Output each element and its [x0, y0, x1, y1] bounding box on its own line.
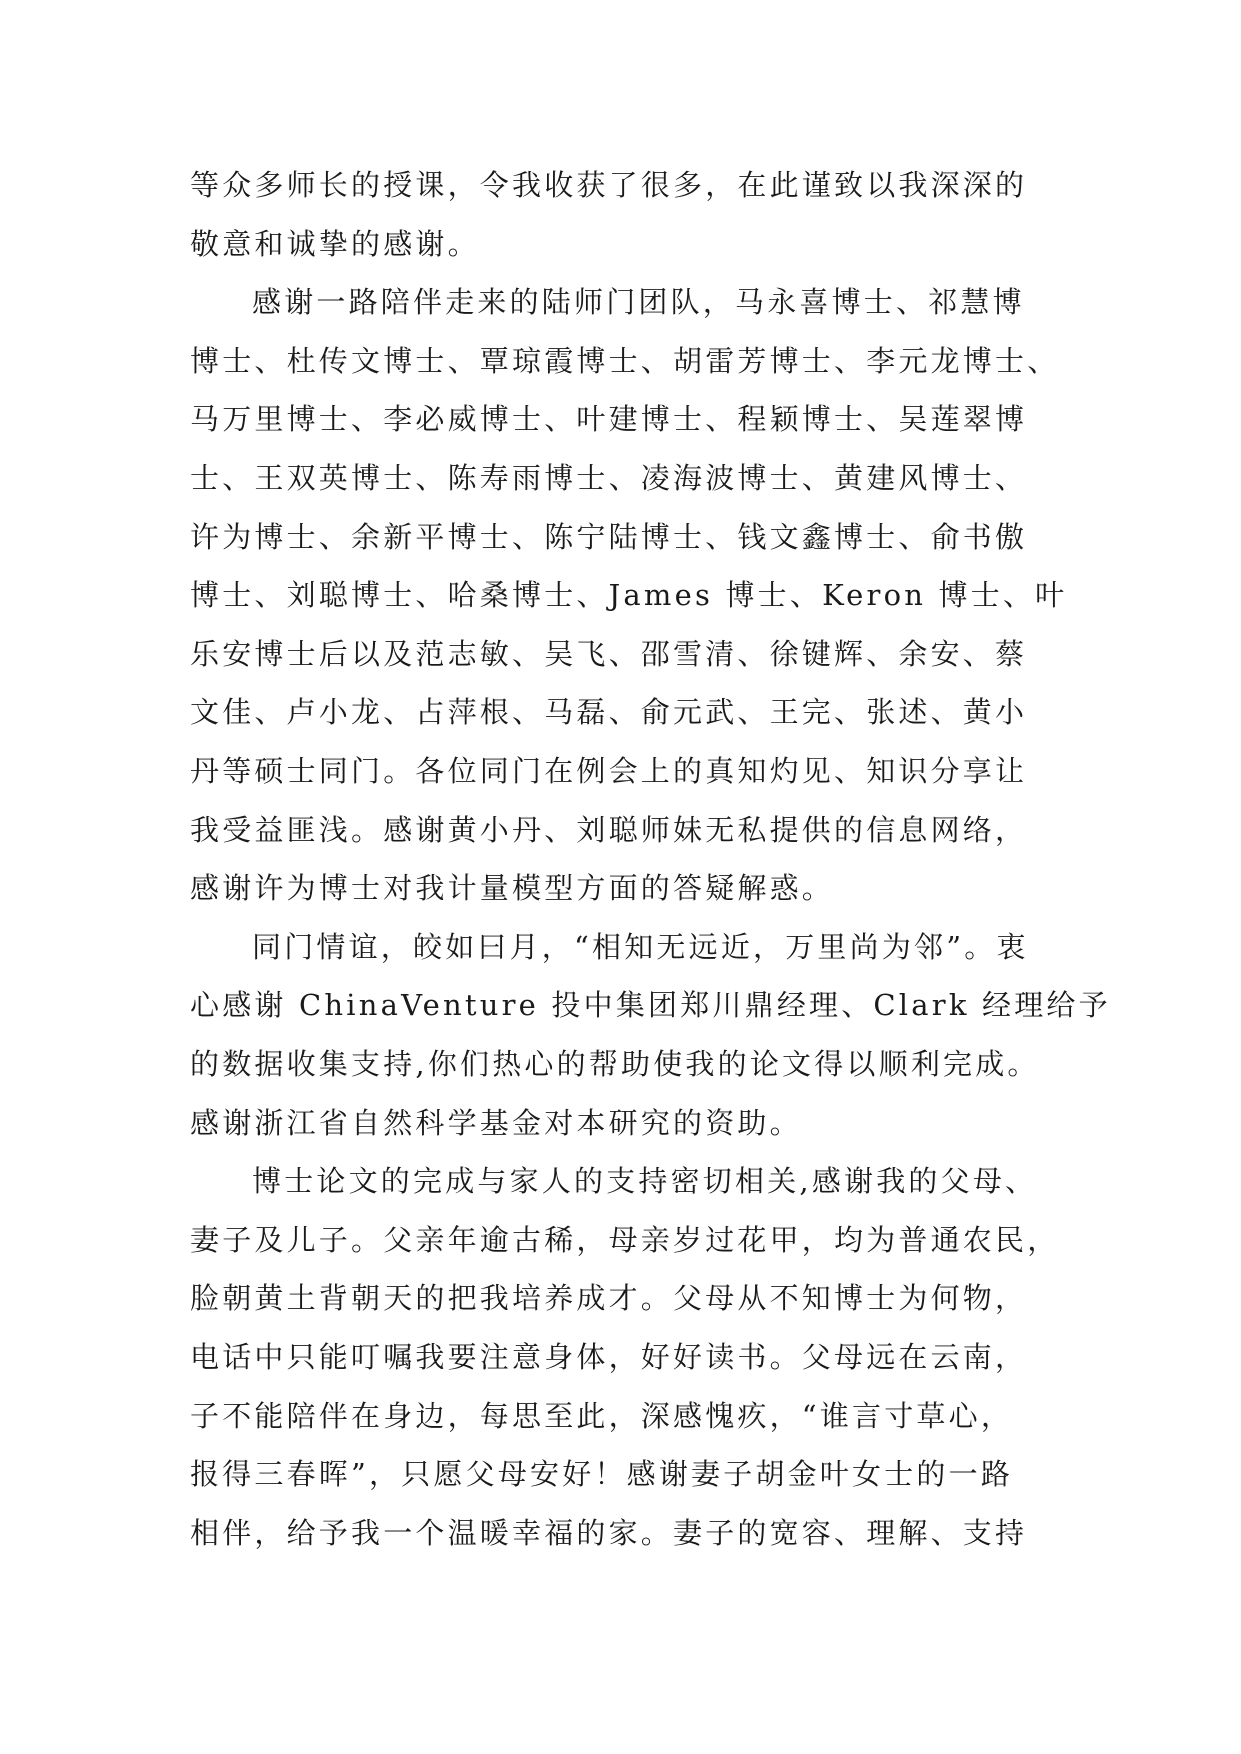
text-line: 敬意和诚挚的感谢。 [190, 227, 480, 261]
text-line: 博士论文的完成与家人的支持密切相关,感谢我的父母、 [252, 1164, 1038, 1198]
text-line: 报得三春晖”，只愿父母安好！感谢妻子胡金叶女士的一路 [190, 1457, 1014, 1491]
text-line: 许为博士、余新平博士、陈宁陆博士、钱文鑫博士、俞书傲 [190, 520, 1028, 554]
text-line: 文佳、卢小龙、占萍根、马磊、俞元武、王完、张述、黄小 [190, 695, 1028, 729]
text-line: 士、王双英博士、陈寿雨博士、凌海波博士、黄建风博士、 [190, 461, 1028, 495]
text-line: 同门情谊，皎如曰月，“相知无远近，万里尚为邻”。衷 [252, 930, 1029, 964]
text-line: 感谢许为博士对我计量模型方面的答疑解惑。 [190, 871, 835, 905]
text-line: 乐安博士后以及范志敏、吴飞、邵雪清、徐键辉、余安、蔡 [190, 637, 1028, 671]
text-line: 我受益匪浅。感谢黄小丹、刘聪师妹无私提供的信息网络， [190, 813, 1028, 847]
text-line: 丹等硕士同门。各位同门在例会上的真知灼见、知识分享让 [190, 754, 1028, 788]
text-line: 博士、刘聪博士、哈桑博士、James 博士、Keron 博士、叶 [190, 578, 1068, 612]
text-line: 相伴，给予我一个温暖幸福的家。妻子的宽容、理解、支持 [190, 1516, 1028, 1550]
text-line: 脸朝黄土背朝天的把我培养成才。父母从不知博士为何物， [190, 1281, 1028, 1315]
text-line: 马万里博士、李必威博士、叶建博士、程颖博士、吴莲翠博 [190, 402, 1028, 436]
text-line: 电话中只能叮嘱我要注意身体，好好读书。父母远在云南， [190, 1340, 1028, 1374]
text-line: 的数据收集支持,你们热心的帮助使我的论文得以顺利完成。 [190, 1047, 1040, 1081]
text-line: 感谢一路陪伴走来的陆师门团队，马永喜博士、祁慧博 [252, 285, 1025, 319]
text-line: 妻子及儿子。父亲年逾古稀，母亲岁过花甲，均为普通农民， [190, 1223, 1060, 1257]
text-line: 心感谢 ChinaVenture 投中集团郑川鼎经理、Clark 经理给予 [190, 988, 1111, 1022]
text-line: 博士、杜传文博士、覃琼霞博士、胡雷芳博士、李元龙博士、 [190, 344, 1060, 378]
text-line: 感谢浙江省自然科学基金对本研究的资助。 [190, 1106, 802, 1140]
text-line: 子不能陪伴在身边，每思至此，深感愧疚，“谁言寸草心， [190, 1399, 1014, 1433]
text-line: 等众多师长的授课，令我收获了很多，在此谨致以我深深的 [190, 168, 1028, 202]
